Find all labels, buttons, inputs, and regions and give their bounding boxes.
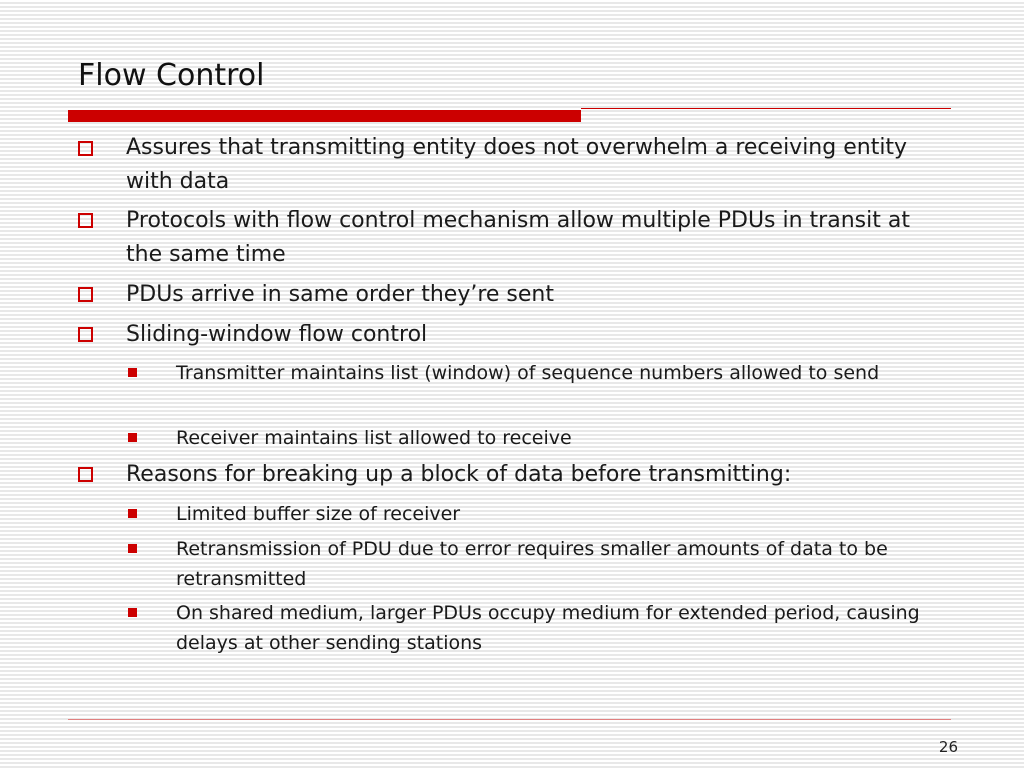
hollow-square-bullet-icon: [78, 327, 93, 342]
footer-divider: [68, 719, 951, 720]
solid-square-bullet-icon: [128, 509, 137, 518]
bullet-text-5: Reasons for breaking up a block of data before transmitting:: [126, 462, 792, 487]
sub-bullet-text-1: Transmitter maintains list (window) of sequence numbers allowed to send: [176, 362, 880, 384]
bullet-text-2: Protocols with flow control mechanism allow multiple PDUs in transit at the same time: [126, 208, 910, 267]
sub-bullet-text-5: On shared medium, larger PDUs occupy medium for extended period, causing delays at other sending stations: [176, 602, 920, 654]
sub-bullet-text-2: Receiver maintains list allowed to receive: [176, 427, 572, 449]
sub-bullet-text-4: Retransmission of PDU due to error requires smaller amounts of data to be retransmitted: [176, 538, 888, 590]
bullet-text-1: Assures that transmitting entity does not overwhelm a receiving entity with data: [126, 135, 908, 194]
bullet-text-4: Sliding-window flow control: [126, 322, 428, 347]
title-underline-thick: [68, 110, 581, 122]
slide-title: Flow Control: [78, 58, 265, 93]
solid-square-bullet-icon: [128, 368, 137, 377]
solid-square-bullet-icon: [128, 608, 137, 617]
bullet-text-3: PDUs arrive in same order they’re sent: [126, 282, 554, 307]
solid-square-bullet-icon: [128, 544, 137, 553]
sub-bullet-text-3: Limited buffer size of receiver: [176, 503, 461, 525]
solid-square-bullet-icon: [128, 433, 137, 442]
hollow-square-bullet-icon: [78, 213, 93, 228]
page-number: 26: [938, 738, 958, 756]
title-underline-thin: [581, 108, 951, 109]
hollow-square-bullet-icon: [78, 141, 93, 156]
hollow-square-bullet-icon: [78, 287, 93, 302]
hollow-square-bullet-icon: [78, 467, 93, 482]
